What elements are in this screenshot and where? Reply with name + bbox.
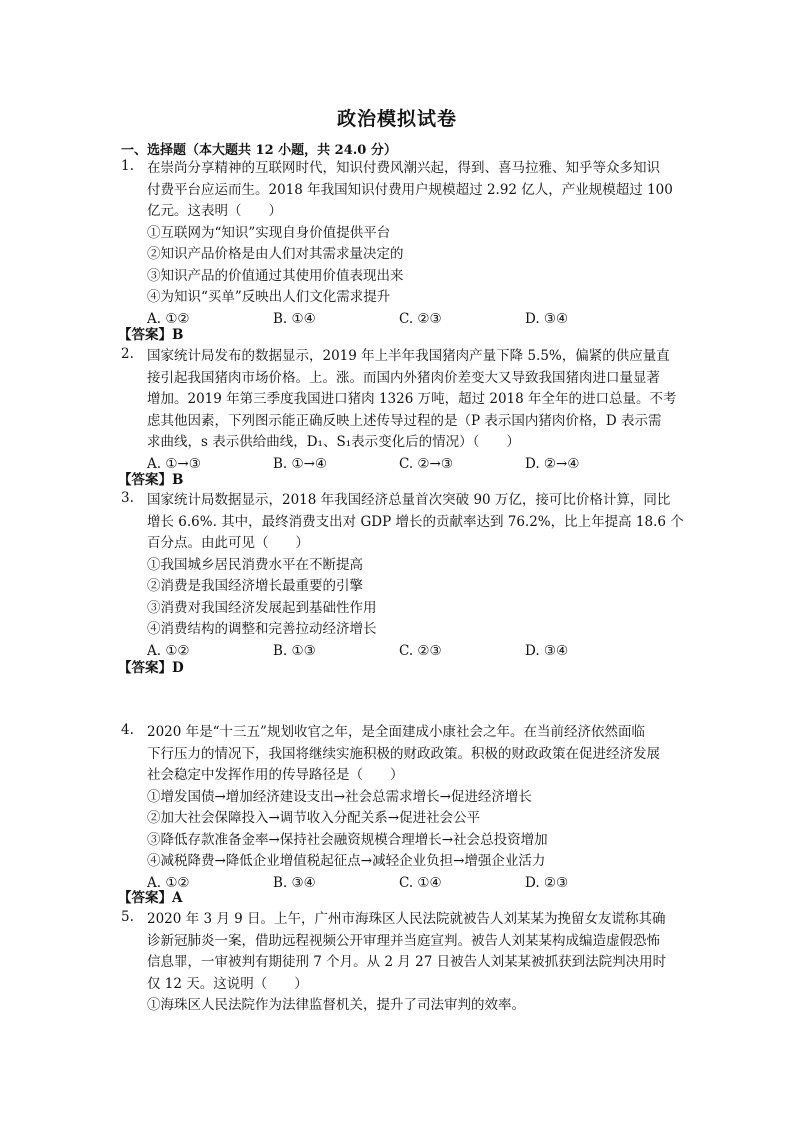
question-text-line: 国家统计局数据显示，2018 年我国经济总量首次突破 90 万亿，接可比价格计算，同比 [147, 492, 671, 508]
answer-key: 【答案】A [118, 890, 183, 906]
question-text-line: 增加。2019 年第三季度我国进口猪肉 1326 万吨，超过 2018 年全年的进口总量。不考 [147, 391, 677, 407]
option-c: C. ②③ [399, 642, 442, 659]
choice-statement: ②知识产品价格是由人们对其需求量决定的 [147, 246, 404, 262]
page-title: 政治模拟试卷 [336, 108, 457, 130]
question-text-line: 付费平台应运而生。2018 年我国知识付费用户规模超过 2.92 亿人，产业规模超过 100 [147, 181, 673, 198]
choice-statement: ②消费是我国经济增长最重要的引擎 [147, 578, 363, 594]
option-c: C. ②③ [399, 310, 442, 327]
choice-statement: ①海珠区人民法院作为法律监督机关，提升了司法审判的效率。 [147, 997, 525, 1013]
answer-options [147, 873, 681, 895]
question-text-line: 社会稳定中发挥作用的传导路径是（ ） [147, 767, 404, 783]
choice-statement: ③知识产品的价值通过其使用价值表现出来 [147, 267, 404, 284]
option-a: A. ①② [147, 310, 190, 327]
answer-options [147, 454, 681, 476]
option-b: B. ①→④ [273, 455, 328, 472]
choice-statement: ①我国城乡居民消费水平在不断提高 [147, 556, 363, 573]
choice-statement: ④消费结构的调整和完善拉动经济增长 [147, 621, 377, 637]
question-text-line: 增长 6.6%. 其中，最终消费支出对 GDP 增长的贡献率达到 76.2%，比上年提高 18.6 个 [147, 513, 684, 530]
question-text-line: 2020 年 3 月 9 日。上午，广州市海珠区人民法院就被告人刘某某为挽留女友谎称其确 [147, 911, 666, 927]
choice-statement: ③降低存款准备金率→保持社会融资规模合理增长→社会总投资增加 [147, 831, 548, 848]
question-text-line: 在崇尚分享精神的互联网时代，知识付费风潮兴起，得到、喜马拉雅、知乎等众多知识 [147, 160, 660, 176]
answer-key: 【答案】B [118, 472, 184, 488]
option-a: A. ①② [147, 642, 190, 659]
answer-options [147, 641, 681, 663]
option-b: B. ③④ [273, 874, 316, 891]
question-text-line: 诊新冠肺炎一案，借助远程视频公开审理并当庭宣判。被告人刘某某构成编造虚假恐怖 [147, 932, 660, 949]
question-5 [121, 909, 681, 1017]
question-text-line: 亿元。这表明（ ） [147, 203, 282, 219]
question-1 [121, 158, 681, 330]
choice-statement: ①增发国债→增加经济建设支出→社会总需求增长→促进经济增长 [147, 788, 532, 805]
option-a: A. ①→③ [147, 455, 201, 472]
question-3 [121, 490, 684, 662]
option-d: D. ②③ [525, 874, 569, 891]
question-text-line: 2020 年是“十三五”规划收官之年，是全面建成小康社会之年。在当前经济依然面临 [147, 724, 645, 740]
option-a: A. ①② [147, 874, 190, 891]
option-d: D. ②→④ [525, 455, 580, 472]
answer-key: 【答案】D [118, 660, 184, 676]
question-number: 2. [121, 346, 134, 362]
answer-options [147, 309, 681, 331]
question-number: 1. [121, 158, 134, 174]
question-text-line: 下行压力的情况下，我国将继续实施积极的财政政策。积极的财政政策在促进经济发展 [147, 745, 660, 762]
question-2 [121, 346, 681, 475]
question-text-line: 求曲线，s 表示供给曲线，D₁、S₁表示变化后的情况）（ ） [147, 434, 520, 450]
question-text-line: 仅 12 天。这说明（ ） [147, 975, 308, 992]
question-number: 3. [121, 490, 134, 506]
question-text-line: 虑其他因素，下列图示能正确反映上述传导过程的是（P 表示国内猪肉价格，D 表示需 [147, 412, 662, 429]
option-c: C. ①④ [399, 874, 442, 891]
answer-key: 【答案】B [118, 327, 184, 343]
question-text-line: 接引起我国猪肉市场价格。上。涨。而国内外猪肉价差变大又导致我国猪肉进口量显著 [147, 369, 660, 386]
question-text-line: 信息罪，一审被判有期徒刑 7 个月。从 2 月 27 日被告人刘某某被抓获到法院判决用时 [147, 954, 667, 970]
section-heading: 一、选择题（本大题共 12 小题，共 24.0 分） [121, 143, 397, 158]
choice-statement: ④为知识“买单”反映出人们文化需求提升 [147, 289, 391, 305]
choice-statement: ③消费对我国经济发展起到基础性作用 [147, 599, 377, 616]
question-text-line: 国家统计局发布的数据显示，2019 年上半年我国猪肉产量下降 5.5%，偏紧的供应量直 [147, 348, 670, 364]
choice-statement: ④减税降费→降低企业增值税起征点→减轻企业负担→增强企业活力 [147, 853, 546, 869]
question-number: 4. [121, 722, 134, 738]
choice-statement: ①互联网为“知识”实现自身价值提供平台 [147, 224, 391, 241]
question-text-line: 百分点。由此可见（ ） [147, 535, 309, 551]
question-4 [121, 722, 681, 894]
option-d: D. ③④ [525, 310, 569, 327]
option-d: D. ③④ [525, 642, 569, 659]
choice-statement: ②加大社会保障投入→调节收入分配关系→促进社会公平 [147, 810, 481, 826]
option-b: B. ①④ [273, 310, 316, 327]
option-b: B. ①③ [273, 642, 316, 659]
option-c: C. ②→③ [399, 455, 453, 472]
question-number: 5. [121, 909, 134, 925]
